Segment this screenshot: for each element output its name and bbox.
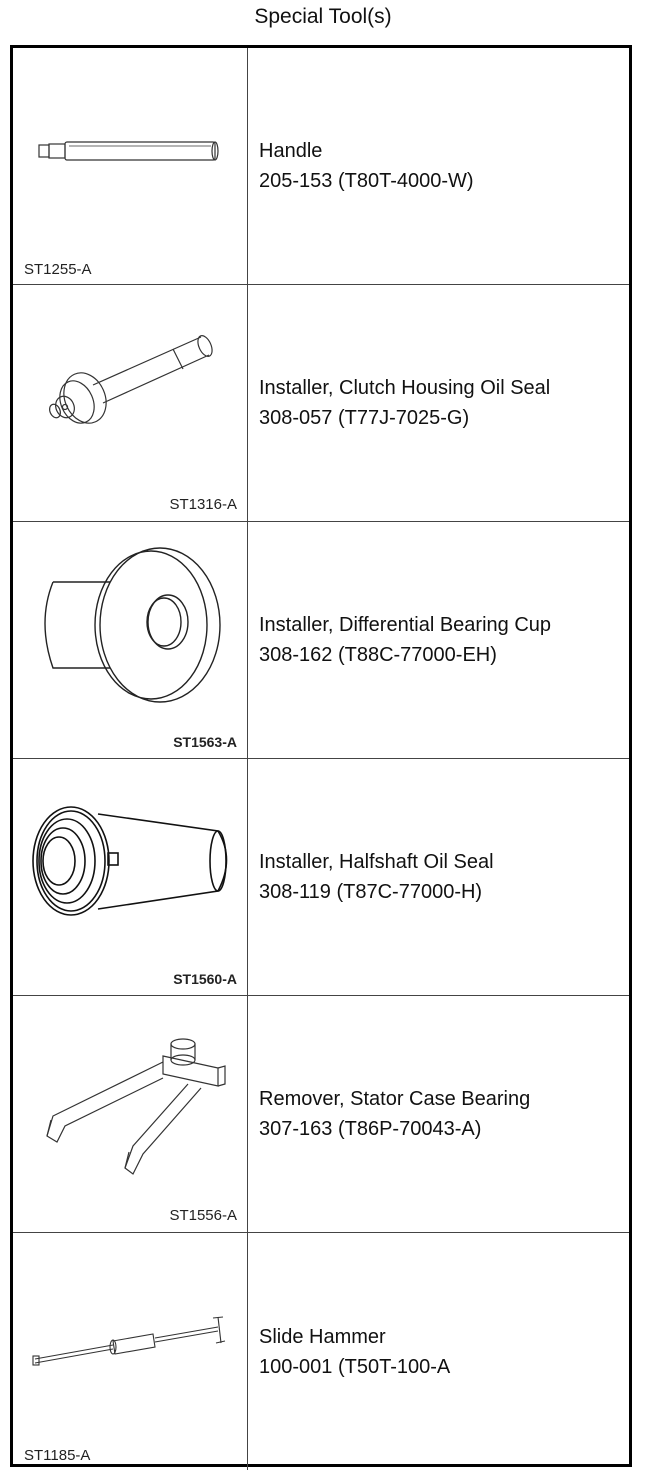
bearing-remover-icon bbox=[13, 996, 248, 1233]
page-title: Special Tool(s) bbox=[254, 5, 392, 28]
table-row bbox=[13, 1233, 629, 1470]
tool-code: ST1255-A bbox=[24, 261, 92, 278]
tool-number: 308-057 (T77J-7025-G) bbox=[259, 407, 470, 429]
tool-description bbox=[259, 1322, 450, 1382]
tool-name: Handle bbox=[259, 140, 323, 162]
special-tools-table bbox=[10, 45, 632, 1467]
slide-hammer-icon bbox=[13, 1233, 248, 1470]
tool-name: Slide Hammer bbox=[259, 1325, 386, 1348]
tool-description bbox=[259, 610, 551, 670]
tool-description bbox=[259, 847, 494, 907]
tool-number: 308-162 (T88C-77000-EH) bbox=[259, 644, 497, 666]
tool-image-cell bbox=[13, 522, 248, 758]
tool-image-cell bbox=[13, 1233, 248, 1470]
tool-code: ST1185-A bbox=[24, 1447, 91, 1464]
tool-name: Installer, Halfshaft Oil Seal bbox=[259, 851, 494, 873]
tool-number: 308-119 (T87C-77000-H) bbox=[259, 881, 483, 903]
tool-name: Remover, Stator Case Bearing bbox=[259, 1088, 531, 1110]
tool-number: 205-153 (T80T-4000-W) bbox=[259, 170, 474, 192]
tool-code: ST1316-A bbox=[169, 496, 237, 513]
tool-name: Installer, Differential Bearing Cup bbox=[259, 614, 552, 636]
table-row bbox=[13, 996, 629, 1233]
tool-code: ST1563-A bbox=[173, 734, 237, 750]
tool-image-cell bbox=[13, 996, 248, 1232]
table-row bbox=[13, 522, 629, 759]
tool-name: Installer, Clutch Housing Oil Seal bbox=[259, 377, 551, 399]
tool-number: 307-163 (T86P-70043-A) bbox=[259, 1118, 482, 1140]
table-row bbox=[13, 48, 629, 285]
tool-description bbox=[259, 1084, 530, 1144]
handle-icon bbox=[13, 48, 248, 285]
tool-code: ST1560-A bbox=[173, 971, 237, 987]
tool-image-cell bbox=[13, 48, 248, 284]
bearing-cup-installer-icon bbox=[13, 522, 248, 759]
tool-image-cell bbox=[13, 285, 248, 521]
tool-description bbox=[259, 136, 474, 196]
seal-installer-icon bbox=[13, 285, 248, 522]
tool-description bbox=[259, 373, 550, 433]
table-row bbox=[13, 285, 629, 522]
table-row bbox=[13, 759, 629, 996]
tool-image-cell bbox=[13, 759, 248, 995]
tool-number: 100-001 (T50T-100-A bbox=[259, 1355, 451, 1378]
tool-code: ST1556-A bbox=[169, 1207, 237, 1224]
halfshaft-seal-installer-icon bbox=[13, 759, 248, 996]
